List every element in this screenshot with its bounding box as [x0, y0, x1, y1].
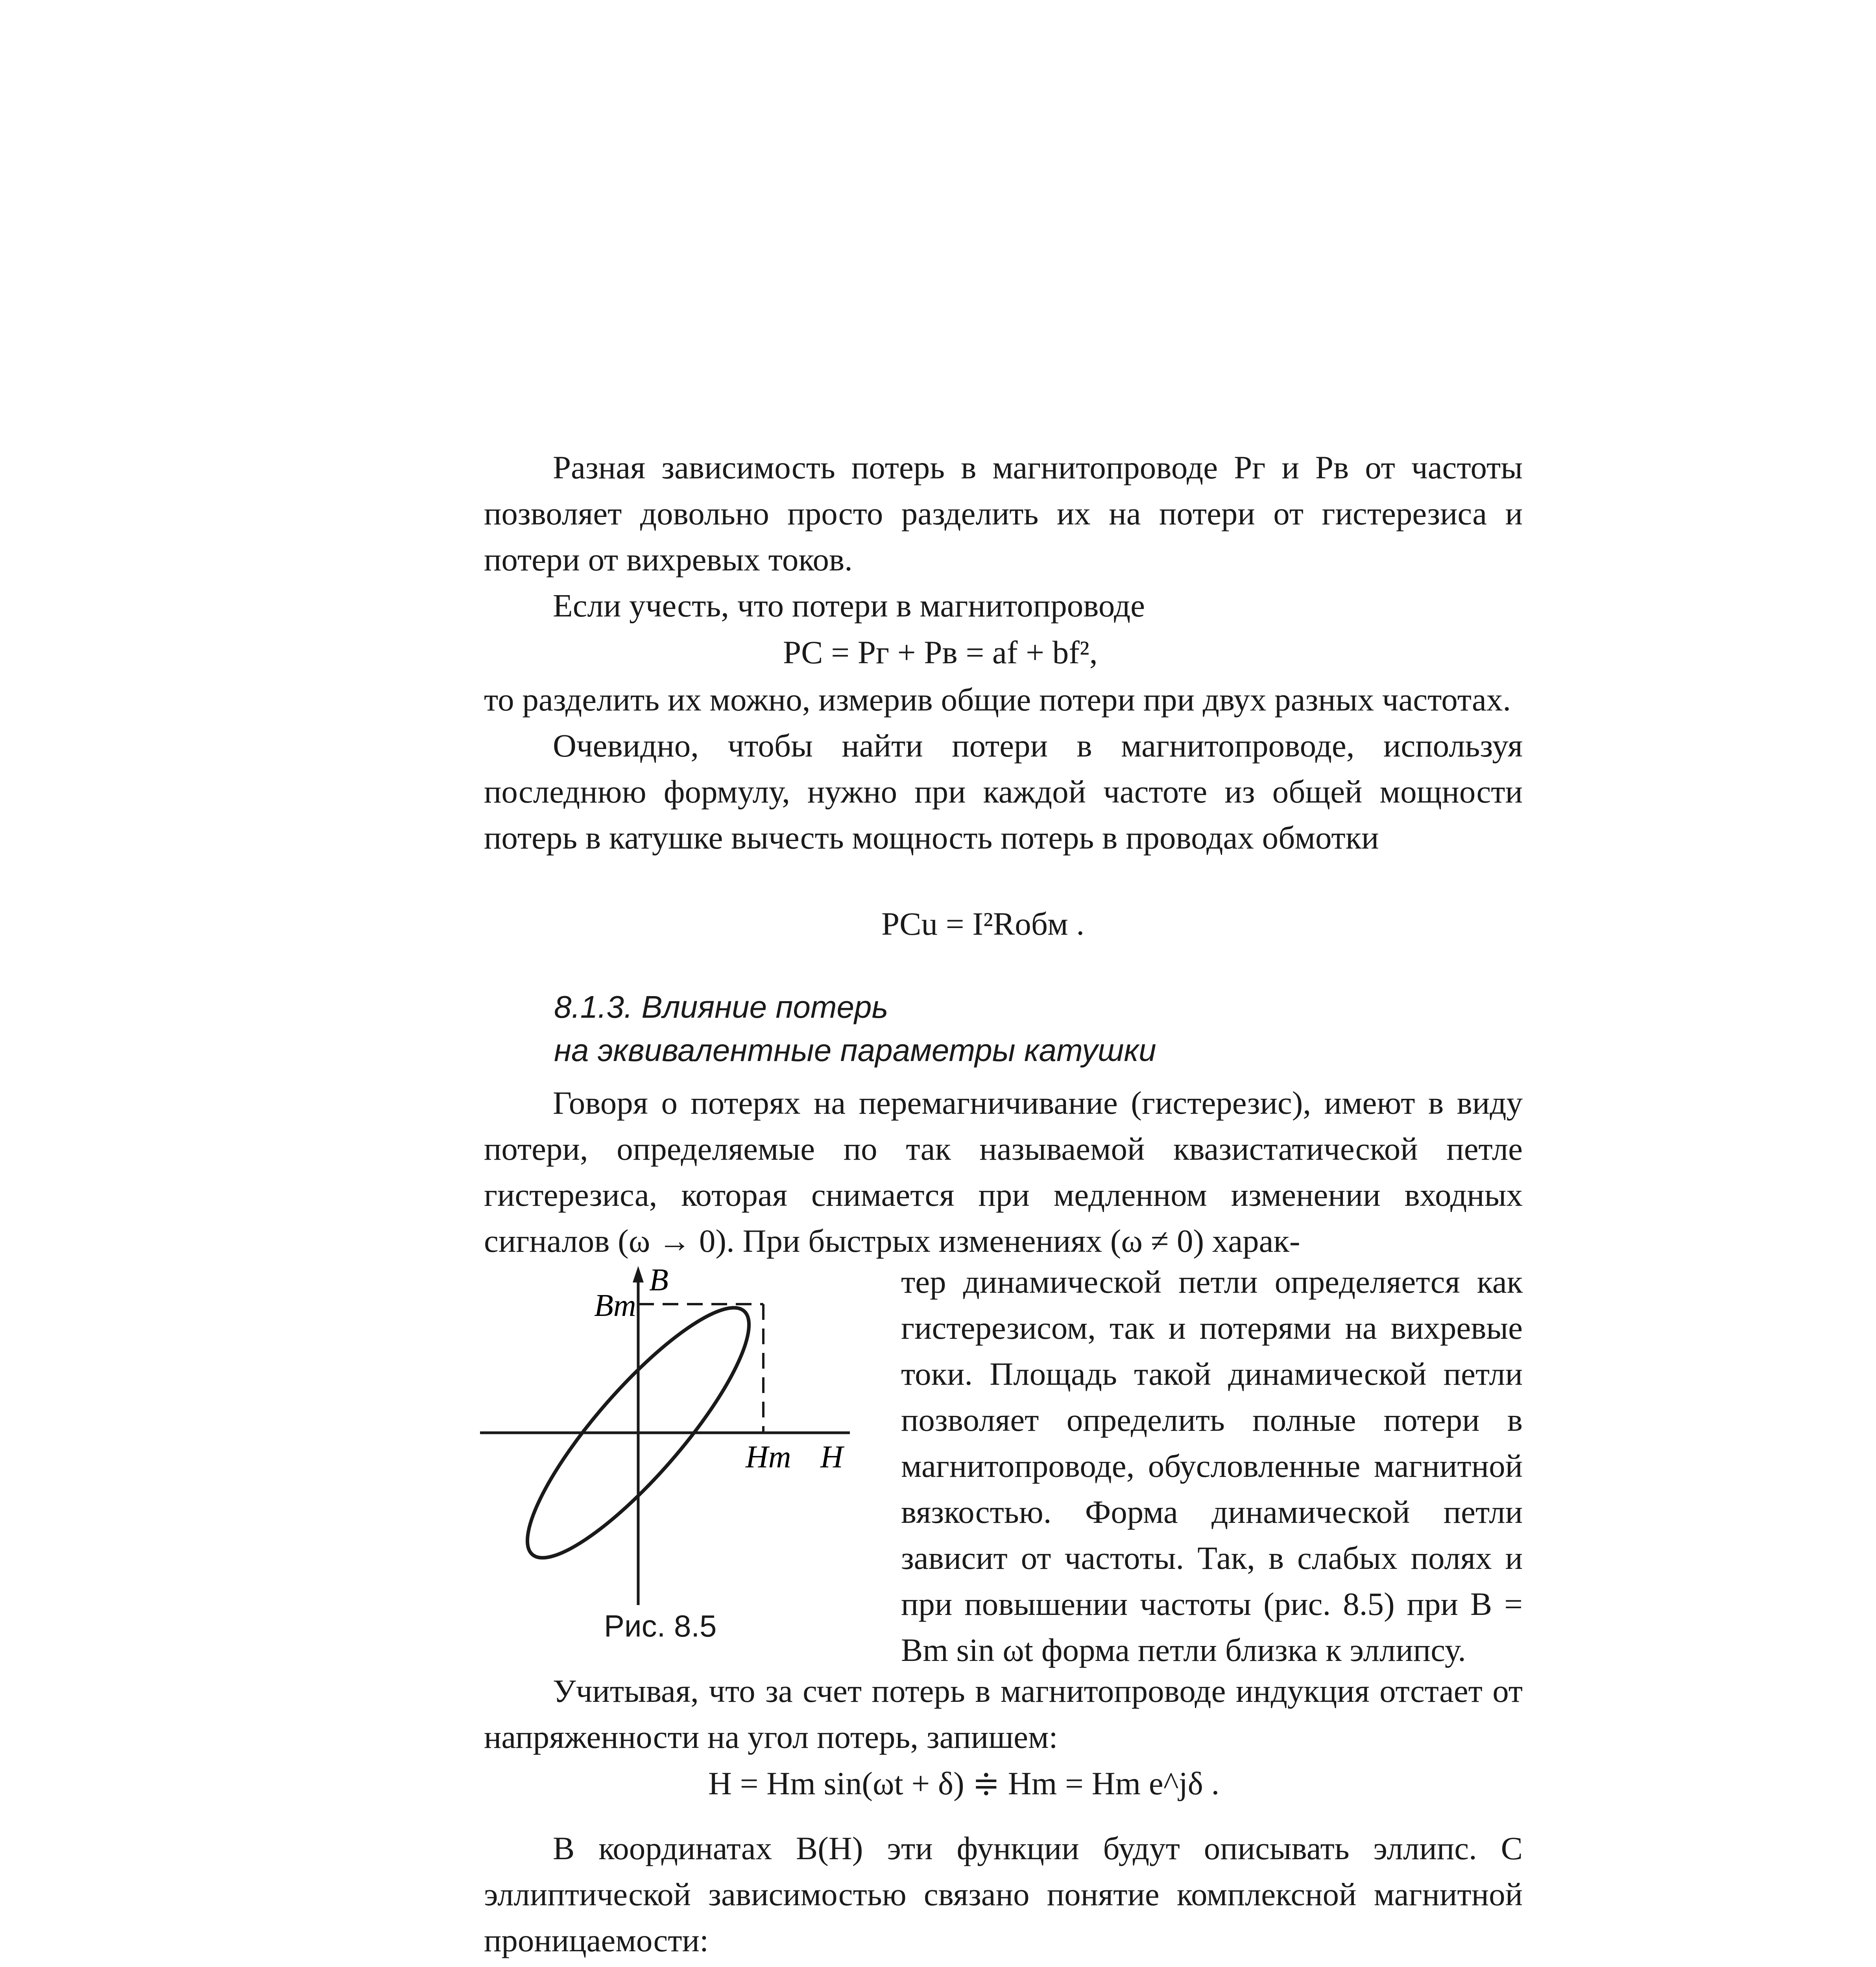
text-block-top	[484, 445, 1523, 629]
text-block-complex	[484, 1825, 1523, 1963]
wrapped-paragraph: тер динамической петли определяется как гистерезисом, так и потерями на вихревые токи. Площадь такой динамической петли позволяет определить полные потери в магнитопроводе, обусловленные магнитной вязкостью. Форма динамической петли зависит от частоты. Так, в слабых полях и при повышении частоты (рис. 8.5) при B = Bm sin ωt форма петли близка к эллипсу.	[901, 1264, 1523, 1668]
paragraph: Говоря о потерях на перемагничивание (гистерезис), имеют в виду потери, определяемые по так называемой квазистатической петле гистерезиса, которая снимается при медленном изменении входных сигналов (ω → 0). При быстрых изменениях (ω ≠ 0) харак-	[484, 1085, 1523, 1259]
paragraph: Очевидно, чтобы найти потери в магнитопроводе, используя последнюю формулу, нужно при каждой частоте из общей мощности потерь в катушке вычесть мощность потерь в проводах обмотки	[484, 727, 1523, 856]
paragraph: Учитывая, что за счет потерь в магнитопроводе индукция отстает от напряженности на угол потерь, запишем:	[484, 1673, 1523, 1755]
label-bm: Bm	[594, 1288, 636, 1323]
label-b: B	[649, 1263, 668, 1297]
label-hm: Hm	[746, 1440, 791, 1474]
arrow-icon	[633, 1266, 644, 1282]
hysteresis-figure	[472, 1259, 881, 1613]
formula-h: H = Hm sin(ωt + δ) ≑ Hm = Hm e^jδ .	[708, 1765, 1220, 1801]
text-block-after-figure	[484, 1668, 1523, 1760]
section-heading	[554, 985, 1156, 1072]
paragraph: Разная зависимость потерь в магнитопроводе Pг и Pв от частоты позволяет довольно просто разделить их на потери от гистерезиса и потери от вихревых токов.	[484, 449, 1523, 578]
heading-line: 8.1.3. Влияние потерь	[554, 989, 888, 1024]
text-block-section	[484, 1080, 1523, 1264]
paragraph: то разделить их можно, измерив общие потери при двух разных частотах.	[484, 681, 1511, 718]
paragraph: Если учесть, что потери в магнитопроводе	[553, 587, 1145, 624]
formula-copper-loss: PCu = I²Rобм .	[881, 906, 1085, 942]
formula-losses: PC = Pг + Pв = af + bf²,	[783, 634, 1098, 670]
paragraph: В координатах B(H) эти функции будут описывать эллипс. С эллиптической зависимостью связано понятие комплексной магнитной проницаемости:	[484, 1830, 1523, 1958]
label-h: H	[820, 1440, 843, 1474]
heading-line: на эквивалентные параметры катушки	[554, 1033, 1156, 1068]
figure-caption: Рис. 8.5	[604, 1609, 717, 1643]
text-block-mid	[484, 677, 1523, 861]
